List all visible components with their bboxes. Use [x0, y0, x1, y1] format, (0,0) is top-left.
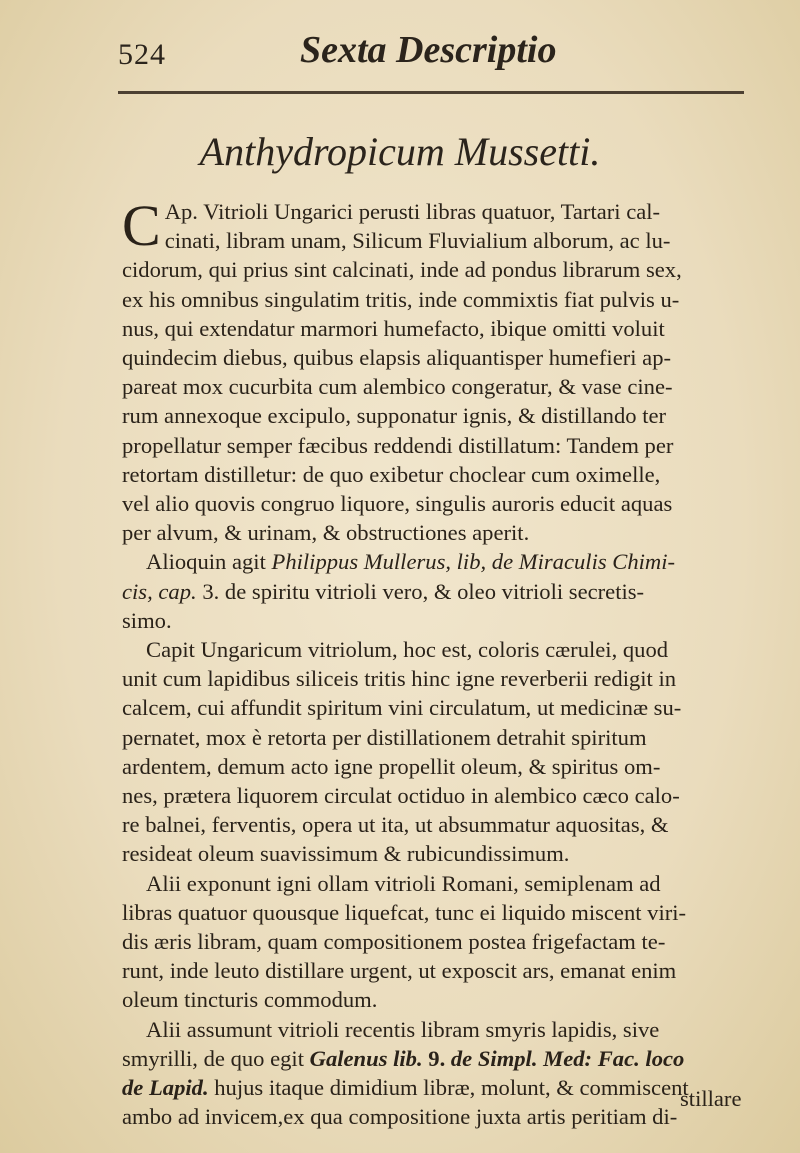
- line: quindecim diebus, quibus elapsis aliquantisper humefieri ap-: [122, 345, 672, 371]
- paragraph-1: [122, 193, 738, 547]
- line: nus, qui extendatur marmori humefacto, ibique omitti voluit: [122, 315, 665, 341]
- page-number: 524: [118, 38, 166, 71]
- line: Ap. Vitrioli Ungarici perusti libras quatuor, Tartari cal-: [164, 199, 661, 224]
- line: dis æris libram, quam compositionem postea frigefactam te-: [122, 929, 666, 955]
- line: resideat oleum suavissimum & rubicundissimum.: [122, 841, 570, 867]
- paragraph-3: [122, 635, 738, 869]
- line-text: simo.: [122, 607, 172, 633]
- line: rum annexoque excipulo, supponatur ignis, & distillando ter: [122, 403, 667, 429]
- catchword: stillare: [680, 1086, 742, 1111]
- line: nes, prætera liquorem circulat octiduo in alembico cæco calo-: [122, 783, 680, 809]
- running-title: Sexta Descriptio: [300, 29, 557, 71]
- line: pernatet, mox è retorta per distillationem detrahit spiritum: [122, 724, 647, 750]
- paragraph-2: [122, 547, 738, 635]
- line: re balnei, ferventis, opera ut ita, ut absummatur aquositas, &: [122, 812, 669, 838]
- line-italic: Galenus lib.: [309, 1045, 429, 1071]
- line-italic: de Simpl. Med: Fac. loco: [450, 1045, 685, 1071]
- line-italic: de Lapid.: [122, 1075, 209, 1101]
- line-text: 9.: [428, 1045, 451, 1071]
- line: cidorum, qui prius sint calcinati, inde ad pondus librarum sex,: [122, 257, 682, 283]
- line-text: hujus itaque dimidium libræ, molunt, & commiscent: [208, 1075, 689, 1101]
- line: Alii exponunt igni ollam vitrioli Romani, semiplenam ad: [146, 870, 661, 896]
- line-text: 3. de spiritu vitrioli vero, & oleo vitrioli secretis-: [202, 578, 645, 604]
- line: ardentem, demum acto igne propellit oleum, & spiritus om-: [122, 753, 661, 779]
- header-rule: [118, 91, 744, 94]
- drop-cap: C: [122, 193, 161, 258]
- line-italic: cis, cap.: [122, 578, 203, 604]
- line: propellatur semper fæcibus reddendi distillatum: Tandem per: [122, 432, 674, 458]
- paragraph-5: [122, 1015, 738, 1132]
- line-text: Alioquin agit: [146, 549, 272, 575]
- line: calcem, cui affundit spiritum vini circulatum, ut medicinæ su-: [122, 695, 682, 721]
- line: retortam distilletur: de quo exibetur choclear cum oximelle,: [122, 461, 661, 487]
- line: Capit Ungaricum vitriolum, hoc est, coloris cærulei, quod: [146, 637, 669, 663]
- body-text: [122, 193, 738, 1132]
- paragraph-4: [122, 869, 738, 1015]
- line: ambo ad invicem,ex qua compositione juxta artis peritiam di-: [122, 1104, 678, 1130]
- line: vel alio quovis congruo liquore, singulis auroris educit aquas: [122, 491, 673, 517]
- section-title: Anthydropicum Mussetti.: [199, 129, 601, 174]
- line: ex his omnibus singulatim tritis, inde commixtis fiat pulvis u-: [122, 286, 680, 312]
- page-header: [0, 0, 800, 100]
- line: pareat mox cucurbita cum alembico congeratur, & vase cine-: [122, 374, 673, 400]
- line: Alii assumunt vitrioli recentis libram smyris lapidis, sive: [146, 1016, 660, 1042]
- line: unit cum lapidibus siliceis tritis hinc igne reverberii redigit in: [122, 666, 677, 692]
- line-italic: Philippus Mullerus, lib, de Miraculis Chimi-: [271, 549, 676, 575]
- line: per alvum, & urinam, & obstructiones aperit.: [122, 520, 530, 546]
- line: libras quatuor quousque liquefcat, tunc ei liquido miscent viri-: [122, 899, 687, 925]
- line: oleum tincturis commodum.: [122, 987, 378, 1013]
- line-text: smyrilli, de quo egit: [122, 1045, 310, 1071]
- line: runt, inde leuto distillare urgent, ut exposcit ars, emanat enim: [122, 958, 677, 984]
- line: cinati, libram unam, Silicum Fluvialium alborum, ac lu-: [164, 228, 671, 254]
